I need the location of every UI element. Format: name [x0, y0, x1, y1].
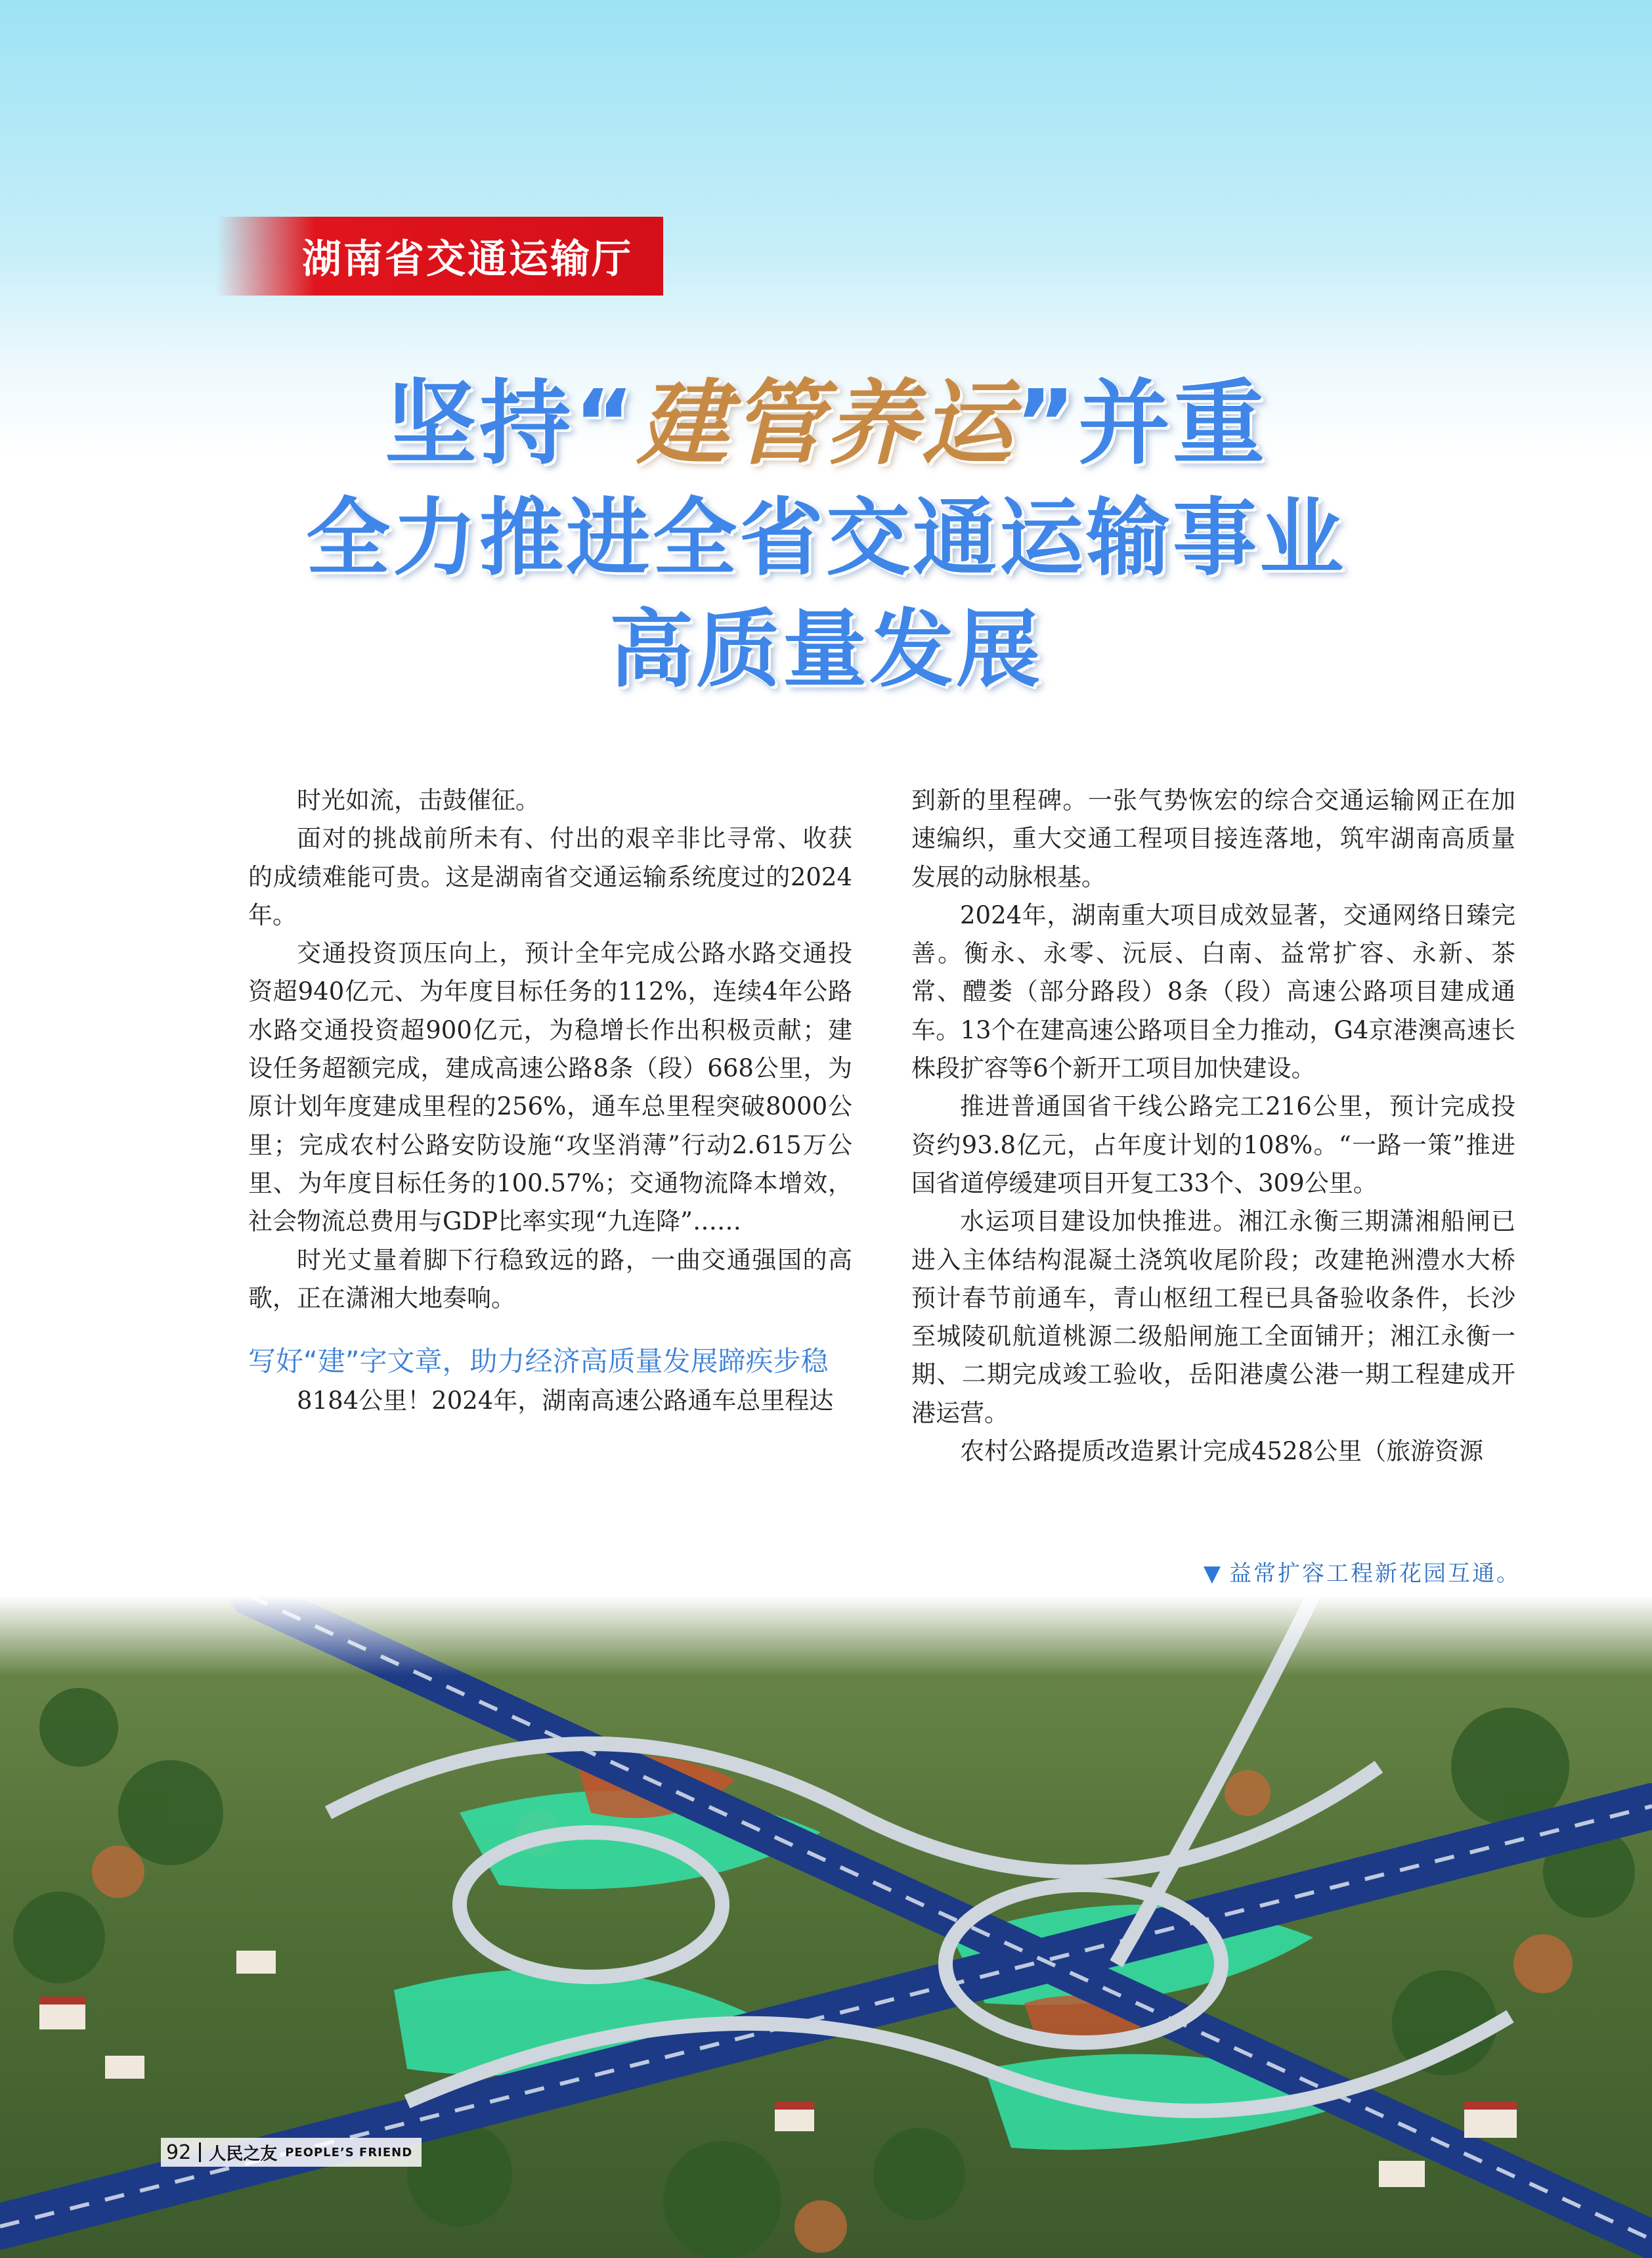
headline-line-2: 全力推进全省交通运输事业	[305, 489, 1346, 587]
paragraph: 时光丈量着脚下行稳致远的路，一曲交通强国的高歌，正在潇湘大地奏响。	[248, 1245, 852, 1312]
headline-accent: 建管养运	[636, 370, 1015, 477]
paragraph: 到新的里程碑。一张气势恢宏的综合交通运输网正在加速编织，重大交通工程项目接连落地，筑牢湖南高质量发展的动脉根基。	[911, 786, 1515, 891]
headline-line-3: 高质量发展	[609, 601, 1043, 699]
paragraph: 8184公里！2024年，湖南高速公路通车总里程达	[297, 1386, 834, 1415]
paragraph: 水运项目建设加快推进。湘江永衡三期潇湘船闸已进入主体结构混凝土浇筑收尾阶段；改建艳洲澧水大桥预计春节前通车，青山枢纽工程已具备验收条件，长沙至城陵矶航道桃源二级船闸施工全面铺开；湘江永衡一期、二期完成竣工验收，岳阳港虞公港一期工程建成开港运营。	[911, 1207, 1515, 1427]
triangle-down-icon: ▼	[1203, 1561, 1223, 1587]
headline-line-1-b: ”并重	[1015, 370, 1268, 477]
page-footer	[161, 2138, 422, 2167]
paragraph: 农村公路提质改造累计完成4528公里（旅游资源	[960, 1437, 1484, 1466]
page-number: 92	[166, 2140, 192, 2164]
magazine-name-cn: 人民之友	[209, 2144, 278, 2164]
paragraph: 2024年，湖南重大项目成效显著，交通网络日臻完善。衡永、永零、沅辰、白南、益常扩容、永新、茶常、醴娄（部分路段）8条（段）高速公路项目建成通车。13个在建高速公路项目全力推动，G4京港澳高速长株段扩容等6个新开工项目加快建设。	[911, 900, 1515, 1083]
magazine-name-en: PEOPLE’S FRIEND	[285, 2145, 413, 2159]
article-column-right	[911, 782, 1515, 1471]
article-column-left	[248, 782, 852, 1420]
paragraph: 推进普通国省干线公路完工216公里，预计完成投资约93.8亿元，占年度计划的108%。“一路一策”推进国省道停缓建项目开复工33个、309公里。	[911, 1092, 1515, 1197]
section-subheading: 写好“建”字文章，助力经济高质量发展蹄疾步稳	[248, 1345, 829, 1378]
photo-caption	[1204, 1555, 1521, 1587]
paragraph: 面对的挑战前所未有、付出的艰辛非比寻常、收获的成绩难能可贵。这是湖南省交通运输系统度过的2024年。	[248, 824, 852, 929]
paragraph: 时光如流，击鼓催征。	[297, 786, 540, 814]
photo-caption-text: 益常扩容工程新花园互通。	[1229, 1561, 1521, 1587]
headline-line-1-a: 坚持“	[384, 370, 637, 477]
paragraph: 交通投资顶压向上，预计全年完成公路水路交通投资超940亿元、为年度目标任务的112%，连续4年公路水路交通投资超900亿元，为稳增长作出积极贡献；建设任务超额完成，建成高速公路8条（段）668公里，为原计划年度建成里程的256%，通车总里程突破8000公里；完成农村公路安防设施“攻坚消薄”行动2.615万公里、为年度目标任务的100.57%；交通物流降本增效，社会物流总费用与GDP比率实现“九连降”……	[248, 939, 852, 1236]
footer-divider	[199, 2142, 201, 2162]
department-tag: 湖南省交通运输厅	[217, 217, 663, 296]
headline-line-1	[0, 368, 1652, 480]
